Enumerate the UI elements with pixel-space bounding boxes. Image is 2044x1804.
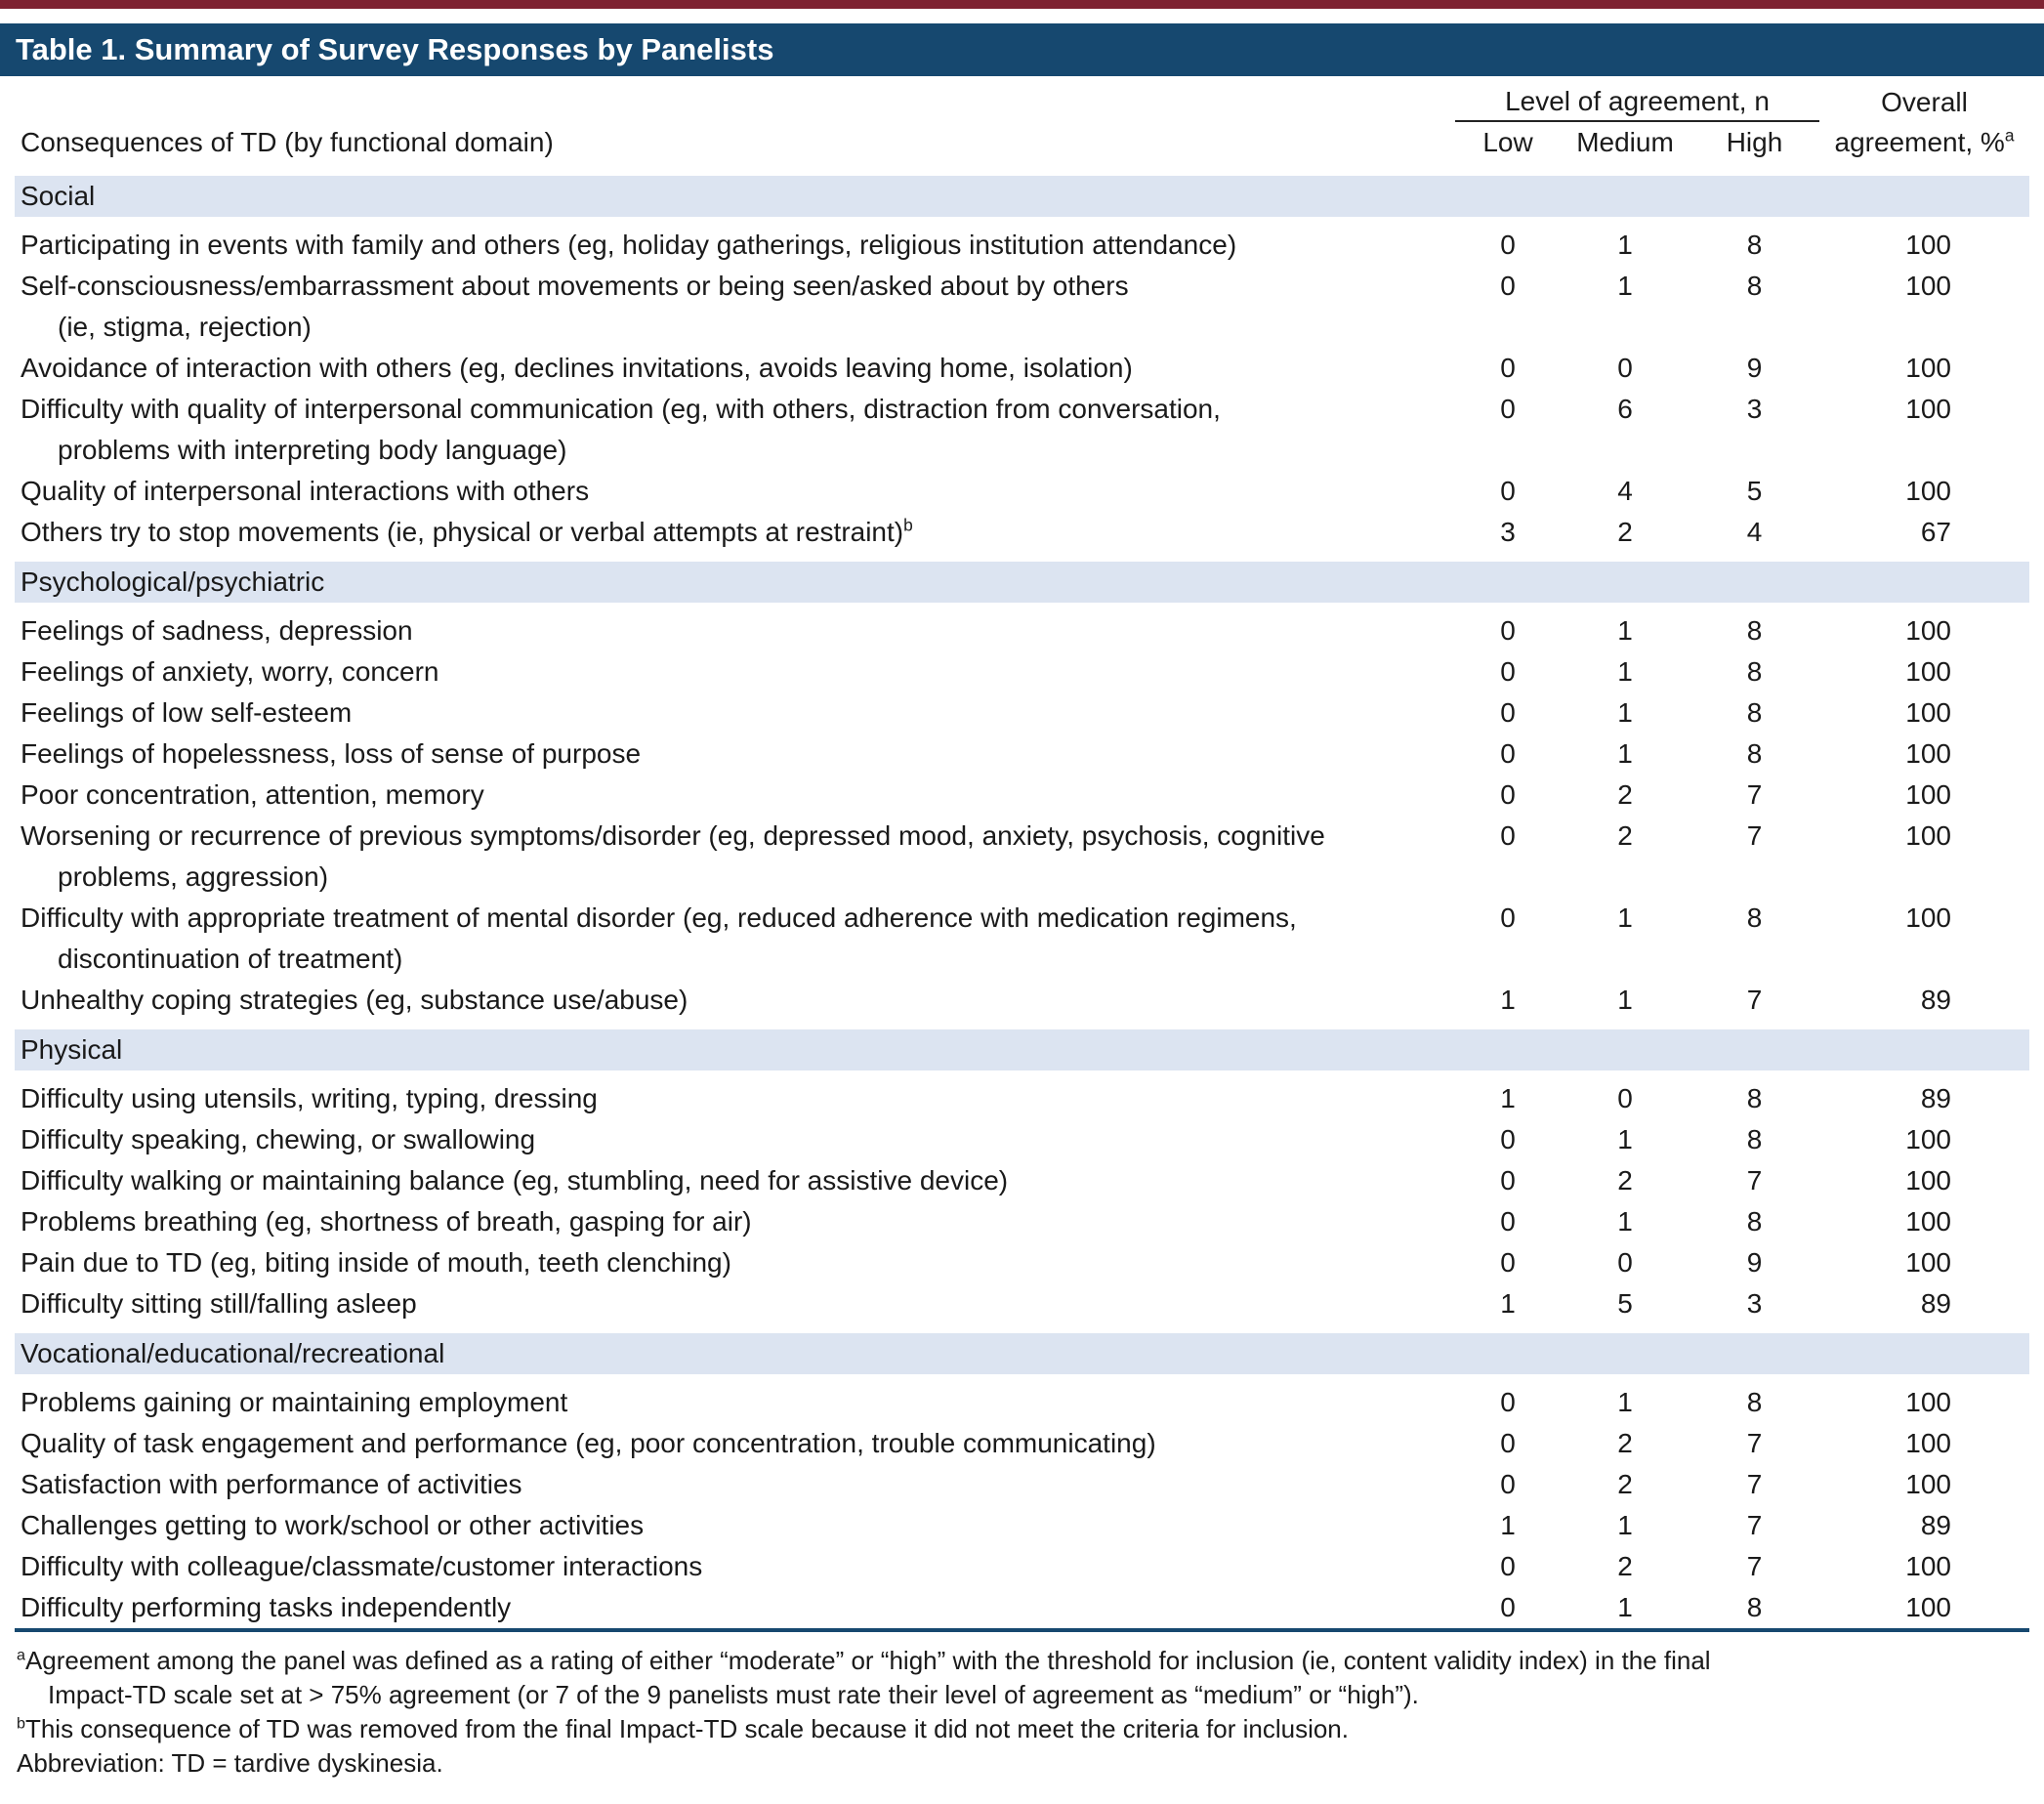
table-row [15, 1423, 2029, 1464]
row-label-cell [15, 1160, 1455, 1201]
medium-value: 1 [1617, 902, 1633, 933]
low-value: 0 [1500, 1551, 1516, 1581]
footnote-text: Agreement among the panel was defined as a rating of either “moderate” or “high” with the threshold for inclusion (ie, content validity index) in the final [24, 1646, 1711, 1675]
row-label: Avoidance of interaction with others (eg, declines invitations, avoids leaving home, isolation) [21, 353, 1133, 383]
row-label: Difficulty walking or maintaining balance (eg, stumbling, need for assistive device) [21, 1165, 1009, 1196]
row-label-cell [15, 389, 1455, 471]
row-label: Poor concentration, attention, memory [21, 779, 484, 810]
row-label-cell [15, 1201, 1455, 1242]
section-row [15, 172, 2029, 222]
medium-value: 1 [1617, 1206, 1633, 1237]
medium-value: 1 [1617, 1592, 1633, 1622]
overall-agreement-value: 100 [1905, 615, 1951, 646]
high-value: 9 [1746, 353, 1763, 383]
row-label-continuation: (ie, stigma, rejection) [58, 312, 312, 342]
low-value: 0 [1500, 353, 1516, 383]
overall-agreement-value: 100 [1905, 394, 1951, 424]
low-value: 0 [1500, 230, 1516, 260]
row-label-cell [15, 1505, 1455, 1546]
section-row [15, 558, 2029, 608]
medium-value: 0 [1617, 1247, 1633, 1278]
row-label-cell [15, 1546, 1455, 1587]
medium-value: 2 [1617, 1428, 1633, 1458]
footnote-marker: b [17, 1714, 25, 1733]
high-value: 7 [1746, 1469, 1763, 1499]
row-label-cell [15, 1242, 1455, 1283]
low-value: 0 [1500, 615, 1516, 646]
high-value: 8 [1746, 656, 1763, 687]
overall-agreement-value: 100 [1905, 1551, 1951, 1581]
table-row [15, 1201, 2029, 1242]
low-value: 1 [1500, 1288, 1516, 1319]
row-label-cell [15, 1587, 1455, 1630]
overall-agreement-value: 100 [1905, 353, 1951, 383]
top-accent-bar [0, 0, 2044, 9]
header-spacer [15, 84, 1455, 121]
medium-value: 4 [1617, 476, 1633, 506]
row-label: Feelings of anxiety, worry, concern [21, 656, 439, 687]
row-label: Difficulty with quality of interpersonal communication (eg, with others, distraction from conversation, [21, 394, 1221, 424]
footnote [17, 1644, 2027, 1712]
table-body [15, 172, 2029, 1631]
low-value: 3 [1500, 517, 1516, 547]
table-row [15, 1283, 2029, 1329]
medium-value: 5 [1617, 1288, 1633, 1319]
high-value: 7 [1746, 1428, 1763, 1458]
table-row [15, 1160, 2029, 1201]
section-row [15, 1329, 2029, 1379]
table-row [15, 1505, 2029, 1546]
table-row [15, 898, 2029, 980]
high-value: 8 [1746, 1083, 1763, 1113]
footnotes [15, 1632, 2029, 1781]
footnote-text: This consequence of TD was removed from the final Impact-TD scale because it did not meet the criteria for inclusion. [24, 1714, 1349, 1743]
row-label-cell [15, 1464, 1455, 1505]
low-value: 0 [1500, 394, 1516, 424]
high-column-header: High [1726, 127, 1783, 157]
high-value: 8 [1746, 615, 1763, 646]
high-value: 8 [1746, 1124, 1763, 1154]
table-row [15, 1546, 2029, 1587]
footnote-text-continuation: Impact-TD scale set at > 75% agreement (or 7 of the 9 panelists must rate their level of agreement as “medium” or “high”). [48, 1680, 1419, 1709]
low-value: 0 [1500, 1592, 1516, 1622]
row-label: Difficulty with appropriate treatment of mental disorder (eg, reduced adherence with medication regimens, [21, 902, 1297, 933]
overall-agreement-value: 100 [1905, 1428, 1951, 1458]
overall-agreement-value: 100 [1905, 738, 1951, 769]
row-label-cell [15, 471, 1455, 512]
table-row [15, 1074, 2029, 1119]
overall-agreement-value: 89 [1920, 985, 1951, 1015]
row-label: Difficulty speaking, chewing, or swallowing [21, 1124, 536, 1154]
header-row-columns [15, 121, 2029, 172]
high-value: 9 [1746, 1247, 1763, 1278]
overall-agreement-value: 89 [1920, 1510, 1951, 1540]
low-value: 0 [1500, 476, 1516, 506]
high-value: 7 [1746, 1510, 1763, 1540]
row-label: Feelings of hopelessness, loss of sense of purpose [21, 738, 642, 769]
section-header-physical: Physical [15, 1026, 2029, 1075]
medium-value: 0 [1617, 1083, 1633, 1113]
footnote [17, 1712, 2027, 1746]
low-column-header: Low [1482, 127, 1533, 157]
medium-value: 1 [1617, 1124, 1633, 1154]
high-value: 3 [1746, 1288, 1763, 1319]
high-value: 8 [1746, 902, 1763, 933]
low-value: 0 [1500, 738, 1516, 769]
row-label-cell [15, 1119, 1455, 1160]
medium-value: 1 [1617, 985, 1633, 1015]
header-row-group [15, 84, 2029, 121]
row-label-cell [15, 816, 1455, 898]
high-value: 7 [1746, 985, 1763, 1015]
table-row [15, 1119, 2029, 1160]
section-header-social: Social [15, 172, 2029, 222]
row-label: Pain due to TD (eg, biting inside of mouth, teeth clenching) [21, 1247, 731, 1278]
overall-agreement-value: 100 [1905, 902, 1951, 933]
low-value: 0 [1500, 656, 1516, 687]
level-of-agreement-header: Level of agreement, n [1455, 84, 1819, 121]
overall-agreement-value: 100 [1905, 1247, 1951, 1278]
overall-agreement-value: 100 [1905, 1592, 1951, 1622]
row-label-cell [15, 512, 1455, 558]
row-label-cell [15, 980, 1455, 1026]
row-label-continuation: problems with interpreting body language) [58, 435, 567, 465]
low-value: 0 [1500, 1428, 1516, 1458]
table-row [15, 348, 2029, 389]
low-value: 0 [1500, 1469, 1516, 1499]
table-row [15, 1242, 2029, 1283]
overall-agreement-value: 100 [1905, 1165, 1951, 1196]
high-value: 7 [1746, 820, 1763, 851]
row-label-cell [15, 348, 1455, 389]
low-value: 1 [1500, 1083, 1516, 1113]
table-title-bar [0, 23, 2044, 76]
section-row [15, 1026, 2029, 1075]
low-value: 0 [1500, 697, 1516, 728]
row-label-cell [15, 651, 1455, 692]
row-label-cell [15, 692, 1455, 734]
table-row [15, 692, 2029, 734]
overall-agreement-value: 89 [1920, 1288, 1951, 1319]
medium-value: 2 [1617, 820, 1633, 851]
footnote-text: Abbreviation: TD = tardive dyskinesia. [17, 1748, 443, 1778]
consequences-column-header: Consequences of TD (by functional domain) [21, 127, 554, 157]
table-row [15, 389, 2029, 471]
low-value: 0 [1500, 779, 1516, 810]
high-value: 8 [1746, 1387, 1763, 1417]
low-value: 0 [1500, 820, 1516, 851]
row-label: Difficulty performing tasks independently [21, 1592, 512, 1622]
row-label: Self-consciousness/embarrassment about movements or being seen/asked about by others [21, 271, 1129, 301]
row-label-continuation: problems, aggression) [58, 861, 329, 892]
row-label: Unhealthy coping strategies (eg, substance use/abuse) [21, 985, 688, 1015]
low-value: 0 [1500, 902, 1516, 933]
row-label: Quality of interpersonal interactions with others [21, 476, 590, 506]
high-value: 8 [1746, 230, 1763, 260]
table-row [15, 651, 2029, 692]
row-label-cell [15, 266, 1455, 348]
medium-value: 1 [1617, 271, 1633, 301]
footnote-b-marker: b [903, 515, 913, 535]
high-value: 8 [1746, 1592, 1763, 1622]
overall-header-line1: Overall [1881, 87, 1968, 117]
high-value: 5 [1746, 476, 1763, 506]
low-value: 1 [1500, 1510, 1516, 1540]
overall-agreement-value: 100 [1905, 230, 1951, 260]
overall-agreement-value: 100 [1905, 1387, 1951, 1417]
overall-agreement-value: 100 [1905, 697, 1951, 728]
survey-table [15, 84, 2029, 1632]
high-value: 8 [1746, 271, 1763, 301]
low-value: 0 [1500, 1124, 1516, 1154]
medium-value: 6 [1617, 394, 1633, 424]
low-value: 0 [1500, 271, 1516, 301]
table-row [15, 607, 2029, 651]
footnote-a-marker: a [2004, 125, 2015, 146]
medium-value: 1 [1617, 738, 1633, 769]
high-value: 8 [1746, 738, 1763, 769]
medium-value: 1 [1617, 656, 1633, 687]
low-value: 1 [1500, 985, 1516, 1015]
row-label-cell [15, 1283, 1455, 1329]
overall-agreement-value: 100 [1905, 656, 1951, 687]
low-value: 0 [1500, 1387, 1516, 1417]
table-row [15, 1464, 2029, 1505]
table-row [15, 816, 2029, 898]
high-value: 3 [1746, 394, 1763, 424]
footnote [17, 1746, 2027, 1781]
row-label-cell [15, 221, 1455, 266]
footnote-marker: a [17, 1646, 25, 1664]
table-row [15, 512, 2029, 558]
medium-value: 1 [1617, 1387, 1633, 1417]
row-label: Satisfaction with performance of activities [21, 1469, 522, 1499]
high-value: 8 [1746, 697, 1763, 728]
medium-value: 1 [1617, 1510, 1633, 1540]
overall-agreement-value: 89 [1920, 1083, 1951, 1113]
overall-agreement-value: 100 [1905, 779, 1951, 810]
overall-agreement-value: 100 [1905, 476, 1951, 506]
row-label: Difficulty using utensils, writing, typing, dressing [21, 1083, 598, 1113]
medium-value: 0 [1617, 353, 1633, 383]
table-row [15, 266, 2029, 348]
row-label: Others try to stop movements (ie, physical or verbal attempts at restraint) [21, 517, 904, 547]
medium-column-header: Medium [1576, 127, 1674, 157]
row-label: Problems gaining or maintaining employment [21, 1387, 568, 1417]
row-label: Participating in events with family and others (eg, holiday gatherings, religious institution attendance) [21, 230, 1237, 260]
row-label-cell [15, 1378, 1455, 1423]
row-label: Difficulty with colleague/classmate/customer interactions [21, 1551, 703, 1581]
row-label-continuation: discontinuation of treatment) [58, 944, 403, 974]
medium-value: 2 [1617, 1165, 1633, 1196]
medium-value: 1 [1617, 697, 1633, 728]
medium-value: 1 [1617, 230, 1633, 260]
row-label: Worsening or recurrence of previous symptoms/disorder (eg, depressed mood, anxiety, psychosis, cognitive [21, 820, 1325, 851]
overall-agreement-value: 67 [1920, 517, 1951, 547]
row-label-cell [15, 898, 1455, 980]
row-label: Quality of task engagement and performance (eg, poor concentration, trouble communicating) [21, 1428, 1156, 1458]
medium-value: 2 [1617, 779, 1633, 810]
row-label-cell [15, 734, 1455, 775]
overall-agreement-value: 100 [1905, 271, 1951, 301]
row-label: Feelings of sadness, depression [21, 615, 413, 646]
table-header [15, 84, 2029, 172]
section-header-vocational-educational-recreational: Vocational/educational/recreational [15, 1329, 2029, 1379]
table-title: Table 1. Summary of Survey Responses by Panelists [16, 32, 774, 66]
overall-agreement-value: 100 [1905, 1124, 1951, 1154]
table-row [15, 980, 2029, 1026]
high-value: 7 [1746, 1165, 1763, 1196]
table-row [15, 471, 2029, 512]
overall-header-text: agreement, % [1834, 127, 2005, 157]
high-value: 7 [1746, 1551, 1763, 1581]
high-value: 4 [1746, 517, 1763, 547]
medium-value: 2 [1617, 1469, 1633, 1499]
row-label: Challenges getting to work/school or other activities [21, 1510, 645, 1540]
table-row [15, 775, 2029, 816]
medium-value: 1 [1617, 615, 1633, 646]
low-value: 0 [1500, 1206, 1516, 1237]
low-value: 0 [1500, 1247, 1516, 1278]
medium-value: 2 [1617, 517, 1633, 547]
row-label: Problems breathing (eg, shortness of breath, gasping for air) [21, 1206, 752, 1237]
high-value: 7 [1746, 779, 1763, 810]
overall-agreement-value: 100 [1905, 1469, 1951, 1499]
high-value: 8 [1746, 1206, 1763, 1237]
row-label: Difficulty sitting still/falling asleep [21, 1288, 417, 1319]
overall-agreement-value: 100 [1905, 820, 1951, 851]
section-header-psychological-psychiatric: Psychological/psychiatric [15, 558, 2029, 608]
table-row [15, 734, 2029, 775]
table-row [15, 1587, 2029, 1630]
low-value: 0 [1500, 1165, 1516, 1196]
table-row [15, 1378, 2029, 1423]
table-row [15, 221, 2029, 266]
row-label-cell [15, 607, 1455, 651]
overall-agreement-value: 100 [1905, 1206, 1951, 1237]
row-label-cell [15, 1423, 1455, 1464]
medium-value: 2 [1617, 1551, 1633, 1581]
overall-header-line2 [1819, 121, 2029, 172]
row-label-cell [15, 775, 1455, 816]
row-label-cell [15, 1074, 1455, 1119]
row-label: Feelings of low self-esteem [21, 697, 353, 728]
